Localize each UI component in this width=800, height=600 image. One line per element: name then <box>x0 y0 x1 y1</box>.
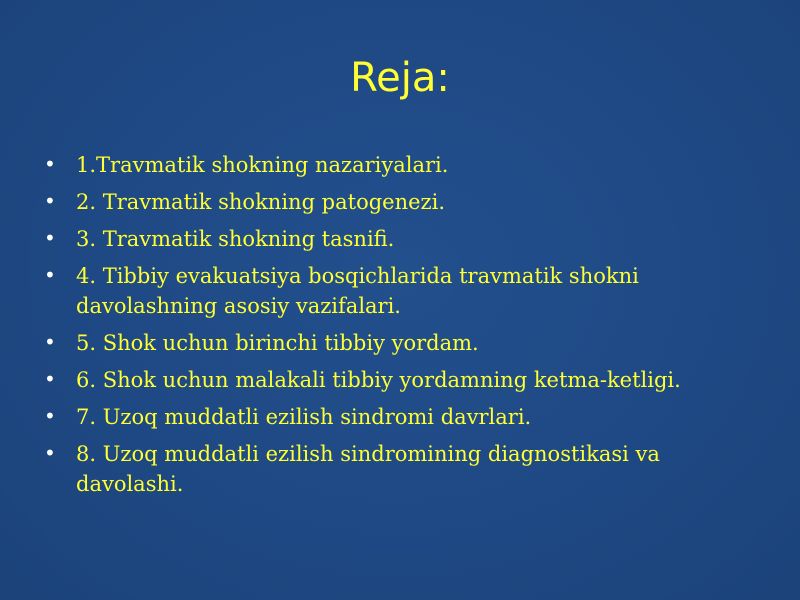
list-item-text: 2. Travmatik shokning patogenezi. <box>76 190 446 214</box>
slide-title: Reja: <box>350 55 450 101</box>
bullet-icon: • <box>44 404 56 428</box>
bullet-icon: • <box>44 263 56 287</box>
list-item-text: 8. Uzoq muddatli ezilish sindromining diagnostikasi va davolashi. <box>76 442 660 496</box>
list-item <box>44 439 744 499</box>
bullet-icon: • <box>44 367 56 391</box>
list-item-text: 3. Travmatik shokning tasnifi. <box>76 227 395 251</box>
list-item <box>44 150 744 180</box>
agenda-list <box>44 150 744 506</box>
bullet-icon: • <box>44 226 56 250</box>
bullet-icon: • <box>44 152 56 176</box>
list-item <box>44 224 744 254</box>
list-item <box>44 365 744 395</box>
bullet-icon: • <box>44 330 56 354</box>
bullet-icon: • <box>44 189 56 213</box>
list-item <box>44 402 744 432</box>
list-item-text: 6. Shok uchun malakali tibbiy yordamning ketma-ketligi. <box>76 368 681 392</box>
list-item-text: 4. Tibbiy evakuatsiya bosqichlarida travmatik shokni davolashning asosiy vazifalari. <box>76 264 639 318</box>
list-item-text: 7. Uzoq muddatli ezilish sindromi davrlari. <box>76 405 532 429</box>
list-item <box>44 187 744 217</box>
bullet-icon: • <box>44 441 56 465</box>
list-item-text: 5. Shok uchun birinchi tibbiy yordam. <box>76 331 479 355</box>
list-item <box>44 328 744 358</box>
list-item <box>44 261 744 321</box>
list-item-text: 1.Travmatik shokning nazariyalari. <box>76 153 449 177</box>
